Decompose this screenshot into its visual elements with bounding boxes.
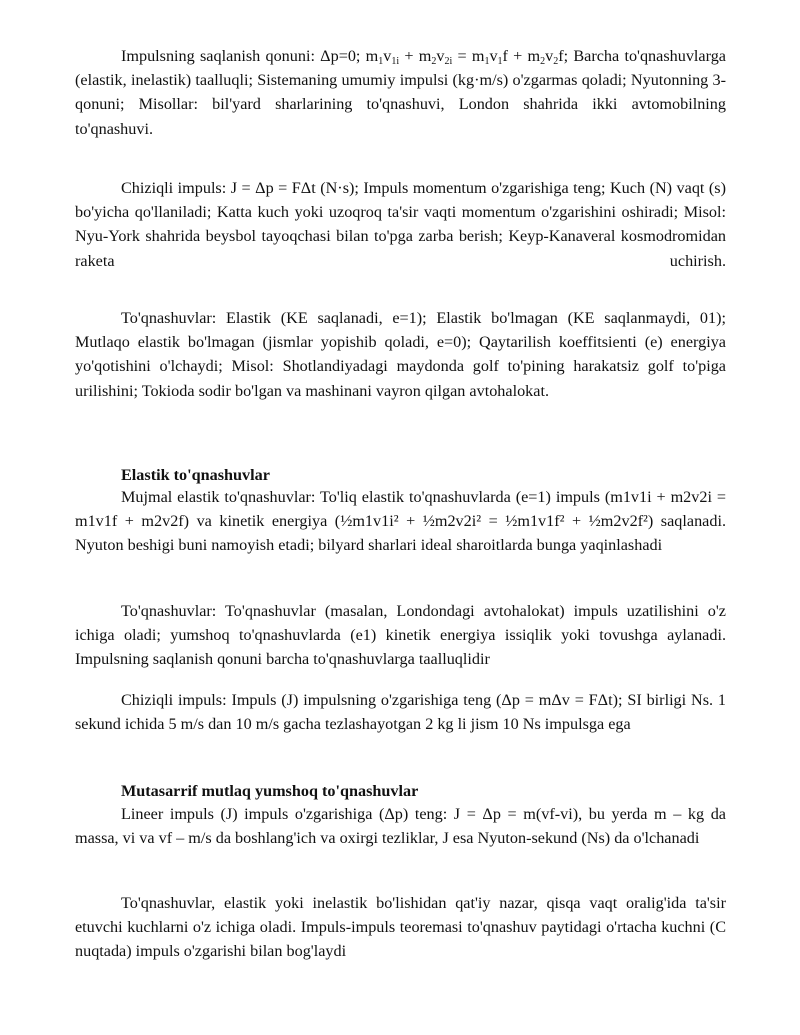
subscript: 2i — [444, 56, 453, 67]
text-run: f + m — [502, 47, 541, 65]
paragraph-linear-impulse — [75, 176, 726, 273]
text-run: Chiziqli impuls: Impuls (J) impulsning o'zgarishiga teng (Δp = mΔv = FΔt); SI birligi Ns. 1 sekund ichida 5 m/s dan 10 m/s gacha tezlashayotgan 2 kg li jism 10 Ns impulsga ega — [75, 691, 726, 734]
text-run: To'qnashuvlar: To'qnashuvlar (masalan, Londondagi avtohalokat) impuls uzatilishini o'z ichiga oladi; yumshoq to'qnashuvlarda (e1) kinetik energiya issiqlik yoki tovushga aylanadi. Impulsning saqlanish qonuni barcha to'qnashuvlarga taalluqlidir — [75, 602, 726, 669]
paragraph-linear-impulse-formula — [75, 802, 726, 850]
subscript: 1 — [497, 56, 503, 67]
subscript: 2 — [431, 56, 437, 67]
text-run: v — [383, 47, 392, 65]
subscript: 2 — [553, 56, 559, 67]
text-run: To'qnashuvlar: Elastik (KE saqlanadi, e=1); Elastik bo'lmagan (KE saqlanmaydi, 01); Mutlaqo elastik bo'lmagan (jismlar yopishib qoladi, e=0); Qaytarilish koeffitsienti (e) energiya yo'qotishini o'lchaydi; Misol: Shotlandiyadagi maydonda golf to'pining harakatsiz golf to'piga urilishini; Tokioda sodir bo'lgan va mashinani vayron qilgan avtohalokat. — [75, 309, 726, 400]
heading-inelastic-collisions: Mutasarrif mutlaq yumshoq to'qnashuvlar — [121, 782, 419, 800]
text-run: Mujmal elastik to'qnashuvlar: To'liq elastik to'qnashuvlarda (e=1) impuls (m1v1i + m2v2i = m1v1f + m2v2f) va kinetik energiya (½m1v1i² + ½m2v2i² = ½m1v1f² + ½m2v2f²) saqlanadi. Nyuton beshigi buni namoyish etadi; bilyard sharlari ideal sharoitlarda bunga yaqinlashadi — [75, 488, 726, 555]
text-run: Chiziqli impuls: J = Δp = FΔt (N·s); Impuls momentum o'zgarishiga teng; Kuch (N) vaqt (s) bo'yicha qo'llaniladi; Katta kuch yoki uzoqroq ta'sir vaqti momentum o'zgarishini oshiradi; Misol: Nyu-York shahrida beysbol tayoqchasi bilan to'pga zarba berish; Keyp-Kanaveral kosmodromidan raketa uchirish. — [75, 179, 726, 270]
subscript: 1i — [391, 56, 400, 67]
text-run: Lineer impuls (J) impuls o'zgarishiga (Δp) teng: J = Δp = m(vf-vi), bu yerda m – kg da massa, vi va vf – m/s da boshlang'ich va oxirgi tezliklar, J esa Nyuton-sekund (Ns) da o'lchanadi — [75, 805, 726, 848]
text-run: v — [545, 47, 554, 65]
subscript: 1 — [378, 56, 384, 67]
text-run: f; Barcha to'qnashuvlarga (elastik, inelastik) taalluqli; Sistemaning umumiy impulsi (kg·m/s) o'zgarmas qoladi; Nyutonning 3-qonuni; Misollar: bil'yard sharlarining to'qnashuvi, London shahrida ikki avtomobilning to'qnashuvi. — [75, 47, 726, 138]
text-run: + m — [399, 47, 432, 65]
subscript: 1 — [484, 56, 490, 67]
text-run: To'qnashuvlar, elastik yoki inelastik bo'lishidan qat'iy nazar, qisqa vaqt oralig'ida ta'sir etuvchi kuchlarni o'z ichiga oladi. Impuls-impuls teoremasi to'qnashuv paytidagi o'rtacha kuchni (C nuqtada) impuls o'zgarishi bilan bog'laydi — [75, 894, 726, 961]
text-run: Impulsning saqlanish qonuni: Δp=0; m — [121, 47, 379, 65]
text-run: = m — [452, 47, 485, 65]
subscript: 2 — [540, 56, 546, 67]
paragraph-collisions — [75, 306, 726, 403]
heading-elastic-collisions: Elastik to'qnashuvlar — [121, 466, 270, 484]
paragraph-collisions-impulse — [75, 599, 726, 672]
paragraph-linear-impulse-si — [75, 688, 726, 736]
paragraph-conservation-law — [75, 44, 726, 141]
text-run: v — [489, 47, 498, 65]
text-run: v — [436, 47, 445, 65]
paragraph-impulse-theorem — [75, 891, 726, 964]
paragraph-elastic-collisions — [75, 485, 726, 558]
